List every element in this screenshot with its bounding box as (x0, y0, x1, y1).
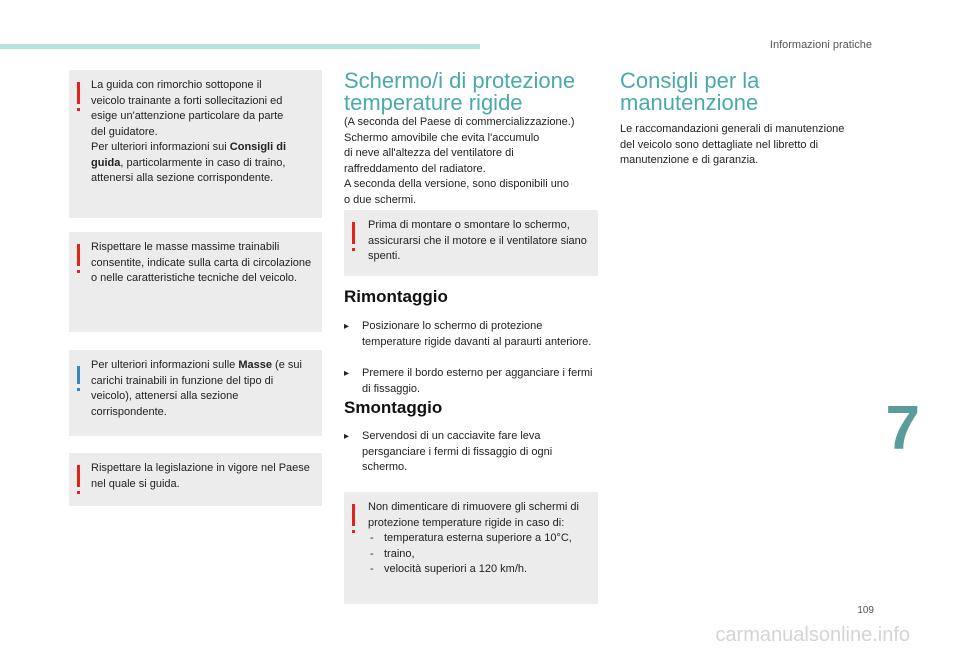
watermark: carmanualsonline.info (715, 624, 910, 646)
engine-off-warning-box (344, 210, 598, 276)
link-consigli-di-guida: Consigli di guida (91, 141, 287, 169)
screen-intro: (A seconda del Paese di commercializzazione.) Schermo amovibile che evita l'accumulo di neve all'altezza del ventilatore di raffreddamento del radiatore. A seconda della versione, sono disponibili uno o due schermi. (344, 116, 575, 206)
list-item: - traino, (368, 547, 588, 563)
chapter-number: 7 (885, 394, 920, 463)
warning-icon (77, 465, 80, 487)
remove-screens-warning-box (344, 492, 598, 604)
mass-warning-text: Rispettare le masse massime trainabili consentite, indicate sulla carta di circolazione o nelle caratteristiche tecniche del veicolo. (91, 241, 312, 284)
towing-warning-box (69, 70, 322, 218)
warning-icon (77, 244, 80, 266)
rimontaggio-step: ▸ Posizionare lo schermo di protezione temperature rigide davanti al paraurti anteriore. (344, 320, 592, 348)
rimontaggio-heading: Rimontaggio (344, 287, 448, 306)
mass-warning-box (69, 232, 322, 332)
conditions-list (368, 531, 588, 578)
screen-title: Schermo/i di protezione temperature rigide (344, 68, 576, 115)
rimontaggio-step: ▸ Premere il bordo esterno per agganciare i fermi di fissaggio. (344, 367, 593, 395)
bullet-arrow-icon: ▸ (344, 431, 350, 442)
list-item: - velocità superiori a 120 km/h. (368, 562, 588, 578)
bullet-arrow-icon: ▸ (344, 368, 350, 379)
warning-icon (77, 82, 80, 104)
link-masse: Masse (238, 359, 272, 371)
engine-off-warning-text: Prima di montare o smontare lo schermo, assicurarsi che il motore e il ventilatore siano spenti. (368, 219, 587, 262)
mass-info-box (69, 350, 322, 436)
section-title: Informazioni pratiche (769, 39, 872, 51)
bullet-arrow-icon: ▸ (344, 321, 350, 332)
list-item: - temperatura esterna superiore a 10°C, (368, 531, 588, 547)
remove-screens-warning-text: Non dimenticare di rimuovere gli schermi di protezione temperature rigide in caso di: (368, 501, 579, 529)
mass-info-text: Per ulteriori informazioni sulle Masse (e sui carichi trainabili in funzione del tipo di veicolo), attenersi alla sezione corrispondente. (91, 359, 302, 418)
info-icon (77, 366, 80, 384)
warning-icon (352, 504, 355, 526)
maintenance-text: Le raccomandazioni generali di manutenzione del veicolo sono dettagliate nel libretto di manutenzione e di garanzia. (620, 123, 845, 166)
header-accent-bar (0, 44, 480, 49)
smontaggio-heading: Smontaggio (344, 398, 443, 417)
page-number: 109 (857, 605, 874, 616)
towing-warning-text: La guida con rimorchio sottopone il veicolo trainante a forti sollecitazioni ed esige un'attenzione particolare da parte del guidatore. Per ulteriori informazioni sui Consigli di guida, particolarmente in caso di traino, attenersi alla sezione corrispondente. (91, 79, 287, 184)
warning-icon (352, 222, 355, 244)
smontaggio-step: ▸ Servendosi di un cacciavite fare leva persganciare i fermi di fissaggio di ogni schermo. (344, 430, 553, 473)
legislation-warning-box (69, 453, 322, 506)
maintenance-title: Consigli per la manutenzione (620, 68, 760, 115)
legislation-warning-text: Rispettare la legislazione in vigore nel Paese nel quale si guida. (91, 462, 310, 490)
